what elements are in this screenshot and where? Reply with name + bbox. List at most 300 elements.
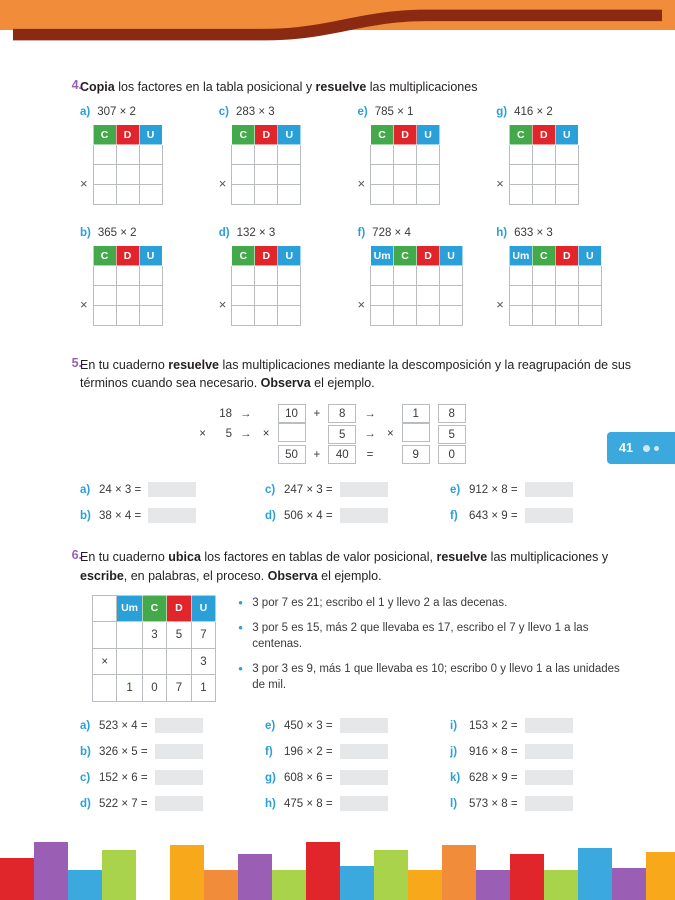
cell[interactable]	[93, 266, 116, 286]
table-row[interactable]	[232, 306, 301, 326]
cell[interactable]	[394, 286, 417, 306]
example-blank-1	[192, 445, 210, 464]
problem-f-place-value-table[interactable]	[370, 245, 463, 326]
example-arrow-1: →	[240, 407, 252, 420]
exercise-6-text-c: los factores en tablas de valor posicional,	[200, 550, 437, 565]
deco-block	[510, 854, 544, 900]
problem-d	[219, 227, 358, 326]
cell[interactable]	[509, 306, 532, 326]
cell[interactable]	[116, 145, 139, 165]
header-u: U	[139, 246, 162, 266]
table-row[interactable]	[509, 165, 578, 185]
problem-c-label: c)	[218, 106, 229, 119]
problem-f-table-wrap	[358, 245, 497, 326]
answer-item	[265, 796, 450, 811]
exercise-4-text-d: las multiplicaciones	[366, 80, 478, 94]
cell[interactable]	[116, 165, 139, 185]
problem-e-place-value-table[interactable]	[370, 124, 440, 205]
cell[interactable]	[509, 286, 532, 306]
problem-g-head	[496, 106, 635, 118]
cell[interactable]	[278, 145, 301, 165]
exercise-6-number: 6.	[71, 548, 82, 563]
table-row[interactable]	[232, 165, 301, 185]
header-blank	[93, 595, 117, 622]
problem-h	[496, 227, 635, 326]
problem-e-table-wrap	[358, 124, 497, 205]
table-row[interactable]	[509, 266, 601, 286]
exercise-6	[0, 548, 675, 822]
cell[interactable]	[440, 306, 463, 326]
answer-item	[265, 744, 450, 759]
cell[interactable]	[555, 185, 578, 205]
cell[interactable]	[93, 165, 116, 185]
example-cell-8: 8	[328, 404, 356, 423]
answer-expression: 247 × 3 =	[284, 483, 333, 496]
cell[interactable]	[555, 286, 578, 306]
multiply-sign: ×	[218, 297, 227, 313]
example-result-8: 8	[438, 404, 466, 423]
example-mult-sign-2: ×	[262, 428, 270, 441]
answer-blank[interactable]	[340, 744, 388, 759]
table-row[interactable]	[93, 185, 162, 205]
answer-item	[265, 508, 450, 523]
cell[interactable]	[232, 286, 255, 306]
answer-label: b)	[80, 509, 91, 522]
header-u: U	[578, 246, 601, 266]
example-res-0-wrap	[434, 445, 470, 464]
cell[interactable]	[371, 185, 394, 205]
example-arrow-4: →	[364, 428, 376, 441]
answer-label: c)	[265, 483, 276, 496]
problem-g-place-value-table[interactable]	[509, 124, 579, 205]
answer-blank[interactable]	[155, 744, 203, 759]
problem-a-head	[80, 106, 219, 118]
cell[interactable]	[255, 185, 278, 205]
cell[interactable]	[578, 286, 601, 306]
cell[interactable]	[394, 145, 417, 165]
problem-c-place-value-table[interactable]	[231, 124, 301, 205]
cell[interactable]	[232, 145, 255, 165]
table-row[interactable]	[371, 165, 440, 185]
problem-g-table-wrap	[496, 124, 635, 205]
deco-block	[204, 870, 238, 900]
cell[interactable]	[255, 286, 278, 306]
problem-g	[496, 106, 635, 205]
answer-label: a)	[80, 483, 91, 496]
cell[interactable]	[93, 286, 116, 306]
answer-expression: 916 × 8 =	[469, 745, 518, 758]
exercise-6-example-table	[92, 595, 216, 702]
example-cell-40-wrap	[324, 445, 360, 464]
deco-block	[272, 870, 306, 900]
table-header-row	[371, 246, 463, 266]
exercise-4-instructions	[80, 78, 635, 96]
cell: 1	[117, 675, 142, 702]
example-res-9-wrap	[398, 445, 434, 464]
answer-expression: 196 × 2 =	[284, 745, 333, 758]
cell	[142, 648, 166, 675]
example-cell-5: 5	[328, 425, 356, 444]
example-equals: =	[366, 448, 374, 461]
cell[interactable]	[278, 266, 301, 286]
cell[interactable]	[394, 266, 417, 286]
exercise-5-text-d: Observa	[260, 376, 311, 391]
top-decorative-banner	[0, 0, 675, 50]
cell[interactable]	[509, 145, 532, 165]
problem-a-expression: 307 × 2	[97, 106, 136, 119]
cell[interactable]	[417, 286, 440, 306]
answer-blank[interactable]	[525, 770, 573, 785]
exercise-6-text-f: escribe	[80, 568, 124, 583]
table-row[interactable]	[509, 185, 578, 205]
cell[interactable]	[139, 286, 162, 306]
table-header-row	[371, 125, 440, 145]
example-sign-blank-2	[256, 404, 274, 423]
cell: 7	[191, 622, 216, 649]
bullet-item: • 3 por 3 es 9, más 1 que llevaba es 10; escribo 0 y llevo 1 a las unidades de mil.	[238, 661, 635, 693]
problem-a	[80, 106, 219, 205]
deco-block	[408, 870, 442, 900]
answer-blank[interactable]	[525, 718, 573, 733]
cell[interactable]	[139, 185, 162, 205]
header-um: Um	[117, 595, 142, 622]
answer-item	[450, 482, 635, 497]
answer-blank[interactable]	[155, 770, 203, 785]
exercise-6-text-e: las multiplicaciones y	[487, 550, 609, 565]
cell[interactable]	[255, 145, 278, 165]
problem-c-expression: 283 × 3	[235, 106, 275, 119]
header-c: C	[232, 125, 255, 145]
cell[interactable]	[509, 266, 532, 286]
table-row[interactable]	[93, 145, 162, 165]
cell[interactable]	[417, 185, 440, 205]
answer-expression: 450 × 3 =	[284, 719, 333, 732]
cell[interactable]	[371, 266, 394, 286]
table-row[interactable]	[371, 145, 440, 165]
exercise-6-instructions	[80, 548, 635, 584]
header-d: D	[116, 125, 139, 145]
table-header-row	[93, 246, 162, 266]
answer-expression: 38 × 4 =	[99, 509, 142, 522]
example-blank-2	[210, 445, 236, 464]
answer-blank[interactable]	[525, 744, 573, 759]
exercise-4-row-2	[80, 227, 635, 326]
example-res-5-wrap	[434, 423, 470, 445]
table-row[interactable]	[509, 306, 601, 326]
cell[interactable]	[278, 286, 301, 306]
example-row-1	[192, 404, 470, 423]
cell[interactable]	[278, 165, 301, 185]
cell: 7	[167, 675, 191, 702]
answer-expression: 573 × 8 =	[469, 797, 518, 810]
table-header-row	[93, 125, 162, 145]
answer-blank[interactable]	[148, 508, 196, 523]
answer-item	[450, 508, 635, 523]
exercise-5-worked-example	[192, 404, 635, 464]
header-d: D	[167, 595, 191, 622]
cell[interactable]	[232, 306, 255, 326]
cell[interactable]	[417, 145, 440, 165]
cell[interactable]	[578, 306, 601, 326]
exercise-6-text-a: En tu cuaderno	[80, 550, 169, 565]
cell: 0	[142, 675, 166, 702]
cell: 5	[167, 622, 191, 649]
cell[interactable]	[255, 266, 278, 286]
answer-label: f)	[265, 745, 273, 758]
cell[interactable]	[532, 286, 555, 306]
header-d: D	[555, 246, 578, 266]
cell[interactable]	[417, 306, 440, 326]
problem-b-label: b)	[80, 227, 91, 240]
cell[interactable]	[139, 165, 162, 185]
answer-blank[interactable]	[340, 508, 388, 523]
answer-blank[interactable]	[340, 770, 388, 785]
table-row[interactable]	[93, 266, 162, 286]
answer-item	[450, 770, 635, 785]
problem-h-expression: 633 × 3	[514, 227, 553, 240]
exercise-6-text-b: ubica	[168, 550, 201, 565]
answer-expression: 523 × 4 =	[99, 719, 148, 732]
deco-block	[340, 866, 374, 900]
cell[interactable]	[440, 266, 463, 286]
table-row[interactable]	[371, 266, 463, 286]
table-row[interactable]	[509, 286, 601, 306]
problem-h-place-value-table[interactable]	[509, 245, 602, 326]
example-arrow-2: →	[364, 407, 376, 420]
header-c: C	[232, 246, 255, 266]
example-cell-8-wrap	[324, 404, 360, 423]
header-c: C	[93, 246, 116, 266]
answer-expression: 475 × 8 =	[284, 797, 333, 810]
header-d: D	[394, 125, 417, 145]
header-u: U	[278, 125, 301, 145]
example-empty-cell	[278, 423, 306, 442]
table-row[interactable]	[371, 306, 463, 326]
answer-blank[interactable]	[525, 482, 573, 497]
cell[interactable]	[394, 165, 417, 185]
cell	[117, 648, 142, 675]
answer-blank[interactable]	[525, 508, 573, 523]
table-header-row	[232, 125, 301, 145]
answer-label: i)	[450, 719, 458, 732]
cell[interactable]	[555, 145, 578, 165]
cell[interactable]	[509, 165, 532, 185]
header-d: D	[116, 246, 139, 266]
exercise-4-number: 4.	[71, 78, 82, 92]
example-cell-5-wrap	[324, 423, 360, 445]
cell[interactable]	[255, 306, 278, 326]
deco-block	[374, 850, 408, 900]
cell[interactable]	[532, 185, 555, 205]
table-row[interactable]	[232, 266, 301, 286]
cell[interactable]	[532, 165, 555, 185]
multiply-sign: ×	[357, 176, 366, 192]
cell[interactable]	[116, 185, 139, 205]
table-row[interactable]	[232, 145, 301, 165]
problem-b-place-value-table[interactable]	[93, 245, 163, 326]
cell[interactable]	[93, 185, 116, 205]
problem-d-place-value-table[interactable]	[231, 245, 301, 326]
cell[interactable]	[139, 306, 162, 326]
bullet-item: • 3 por 7 es 21; escribo el 1 y llevo 2 a las decenas.	[238, 595, 635, 611]
problem-f	[358, 227, 497, 326]
exercise-6-bullet-list	[238, 595, 635, 702]
exercise-5-text-b: resuelve	[168, 358, 219, 373]
cell[interactable]	[555, 266, 578, 286]
example-blank-3	[236, 445, 256, 464]
problem-f-label: f)	[357, 227, 366, 240]
cell[interactable]	[509, 185, 532, 205]
problem-a-table-wrap	[80, 124, 219, 205]
exercise-5-instructions	[80, 356, 635, 392]
example-arrow-3: →	[240, 428, 252, 441]
problem-b	[80, 227, 219, 326]
problem-e	[358, 106, 497, 205]
cell[interactable]	[555, 165, 578, 185]
answer-item	[450, 796, 635, 811]
problem-h-head	[496, 227, 635, 239]
problem-f-head	[358, 227, 497, 239]
header-c: C	[371, 125, 394, 145]
answer-label: a)	[80, 719, 91, 732]
example-cell-40: 40	[328, 445, 356, 464]
example-res-blank-wrap	[398, 423, 434, 445]
answer-item	[80, 770, 265, 785]
example-result-5: 5	[438, 425, 466, 444]
exercise-5-answers	[80, 482, 635, 534]
cell[interactable]	[116, 306, 139, 326]
cell[interactable]	[371, 286, 394, 306]
cell: 3	[142, 622, 166, 649]
answer-blank[interactable]	[155, 718, 203, 733]
answer-blank[interactable]	[525, 796, 573, 811]
answer-blank[interactable]	[155, 796, 203, 811]
table-row[interactable]	[371, 185, 440, 205]
cell[interactable]	[93, 145, 116, 165]
header-d: D	[532, 125, 555, 145]
answer-blank[interactable]	[148, 482, 196, 497]
header-um: Um	[509, 246, 532, 266]
table-row	[93, 648, 216, 675]
cell[interactable]	[255, 165, 278, 185]
answer-label: h)	[265, 797, 276, 810]
answer-label: j)	[450, 745, 458, 758]
problem-f-expression: 728 × 4	[372, 227, 411, 240]
exercise-6-text-g: , en palabras, el proceso.	[123, 568, 268, 583]
header-d: D	[255, 246, 278, 266]
header-u: U	[417, 125, 440, 145]
cell[interactable]	[278, 306, 301, 326]
cell[interactable]	[93, 306, 116, 326]
table-row[interactable]	[371, 286, 463, 306]
example-row-2	[192, 423, 470, 445]
example-blank-5	[380, 445, 398, 464]
answer-label: e)	[450, 483, 461, 496]
cell[interactable]	[532, 266, 555, 286]
header-u: U	[440, 246, 463, 266]
example-cell-50-wrap	[274, 445, 310, 464]
problem-e-head	[358, 106, 497, 118]
header-d: D	[417, 246, 440, 266]
table-row[interactable]	[93, 286, 162, 306]
cell[interactable]	[232, 185, 255, 205]
deco-block	[612, 868, 646, 900]
cell	[167, 648, 191, 675]
example-result-9: 9	[402, 445, 430, 464]
exercise-5-number: 5.	[71, 356, 82, 371]
table-header-row	[509, 125, 578, 145]
answer-blank[interactable]	[340, 718, 388, 733]
answer-item	[80, 796, 265, 811]
table-row[interactable]	[232, 185, 301, 205]
header-um: Um	[371, 246, 394, 266]
cell[interactable]	[139, 266, 162, 286]
answer-expression: 152 × 6 =	[99, 771, 148, 784]
cell[interactable]	[417, 266, 440, 286]
bottom-decorative-blocks	[0, 830, 675, 900]
multiply-sign: ×	[496, 297, 504, 313]
multiply-sign: ×	[218, 176, 227, 192]
example-cell-10-wrap	[274, 404, 310, 423]
problem-a-label: a)	[80, 106, 91, 119]
problem-h-label: h)	[496, 227, 508, 240]
example-sign-blank-3	[380, 404, 398, 423]
header-u: U	[555, 125, 578, 145]
cell[interactable]	[371, 165, 394, 185]
cell[interactable]	[532, 145, 555, 165]
example-empty-cell-wrap	[274, 423, 310, 445]
problem-h-table-wrap	[496, 245, 635, 326]
problem-b-table-wrap	[80, 245, 219, 326]
answer-expression: 326 × 5 =	[99, 745, 148, 758]
cell[interactable]	[116, 266, 139, 286]
table-row[interactable]	[509, 145, 578, 165]
cell[interactable]	[440, 286, 463, 306]
deco-block	[442, 845, 476, 900]
table-row[interactable]	[93, 306, 162, 326]
page-number: 41	[619, 441, 633, 455]
cell[interactable]	[394, 306, 417, 326]
exercise-6-answers	[80, 718, 635, 822]
cell[interactable]	[555, 306, 578, 326]
exercise-6-text-d: resuelve	[436, 550, 488, 565]
exercise-4-text-b: los factores en la tabla posicional y	[114, 80, 316, 94]
cell[interactable]	[417, 165, 440, 185]
answer-blank[interactable]	[340, 796, 388, 811]
cell[interactable]	[371, 306, 394, 326]
multiply-sign: ×	[80, 176, 88, 192]
header-c: C	[142, 595, 166, 622]
answer-blank[interactable]	[340, 482, 388, 497]
cell[interactable]	[278, 185, 301, 205]
cell[interactable]	[578, 266, 601, 286]
cell[interactable]	[371, 145, 394, 165]
table-header-row	[93, 595, 216, 622]
problem-e-expression: 785 × 1	[374, 106, 414, 119]
cell[interactable]	[394, 185, 417, 205]
cell	[93, 675, 117, 702]
problem-a-place-value-table[interactable]	[93, 124, 163, 205]
cell[interactable]	[139, 145, 162, 165]
cell[interactable]	[232, 266, 255, 286]
deco-block	[476, 870, 510, 900]
table-row[interactable]	[93, 165, 162, 185]
cell[interactable]	[116, 286, 139, 306]
cell[interactable]	[532, 306, 555, 326]
cell[interactable]	[232, 165, 255, 185]
table-row[interactable]	[232, 286, 301, 306]
example-result-blank	[402, 423, 430, 442]
